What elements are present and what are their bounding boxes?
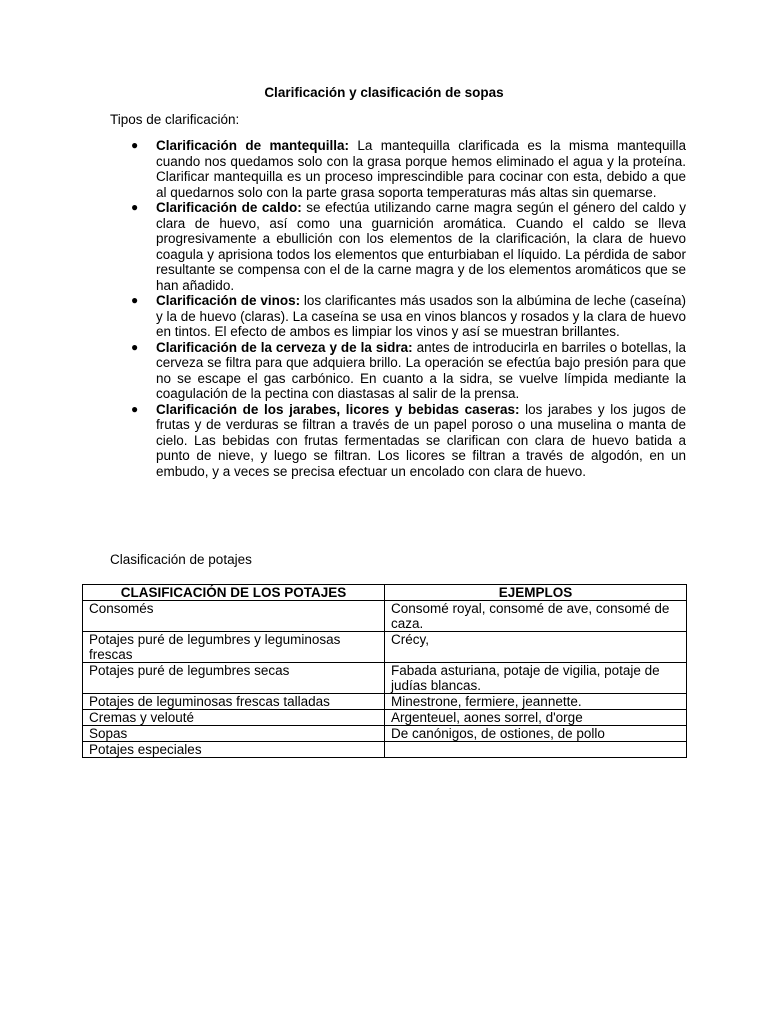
table-row: [83, 710, 687, 726]
table-cell-examples: De canónigos, de ostiones, de pollo: [385, 726, 687, 742]
table-cell-classification: Consomés: [83, 601, 385, 632]
list-item-text: antes de introducirla en barriles o botellas, la cerveza se filtra para que adquiera brillo. La operación se efectúa bajo presión para que no se escape el gas carbónico. En cuanto a la sidra, se vuelve límpida mediante la coagulación de la pectina con diastasas al salir de la prensa.: [156, 339, 686, 401]
table-row: [83, 742, 687, 758]
table-cell-examples: Crécy,: [385, 632, 687, 663]
list-item: [130, 340, 686, 402]
table-cell-examples: Minestrone, fermiere, jeannette.: [385, 694, 687, 710]
section-heading-clarification: Tipos de clarificación:: [110, 112, 240, 127]
table-cell-examples: Consomé royal, consomé de ave, consomé de caza.: [385, 601, 687, 632]
table-cell-classification: Potajes de leguminosas frescas talladas: [83, 694, 385, 710]
list-item-term: Clarificación de vinos:: [156, 293, 301, 308]
list-item-text: La mantequilla clarificada es la misma mantequilla cuando nos quedamos solo con la grasa porque hemos eliminado el agua y la proteína. Clarificar mantequilla es un proceso imprescindible para cocinar con esta, debido a que al quedarnos solo con la parte grasa soporta temperaturas más altas sin quemarse.: [156, 138, 686, 200]
list-item-text: los clarificantes más usados son la albúmina de leche (caseína) y la de huevo (claras). La caseína se usa en vinos blancos y rosados y la clara de huevo en tintos. El efecto de ambos es limpiar los vinos y así se muestran brillantes.: [156, 293, 687, 339]
page-title: Clarificación y clasificación de sopas: [264, 85, 504, 100]
column-header-classification: CLASIFICACIÓN DE LOS POTAJES: [83, 585, 385, 601]
section-heading-potajes: Clasificación de potajes: [110, 552, 252, 567]
table-row: [83, 726, 687, 742]
table-cell-examples: [385, 742, 687, 758]
bullet-icon: ●: [131, 339, 139, 354]
table-row: [83, 663, 687, 694]
list-item: [130, 293, 686, 340]
list-item-term: Clarificación de los jarabes, licores y bebidas caseras:: [156, 401, 520, 417]
bullet-icon: ●: [131, 293, 139, 307]
list-item-text: se efectúa utilizando carne magra según el género del caldo y clara de huevo, así como una guarnición aromática. Cuando el caldo se lleva progresivamente a ebullición con los elementos de la clarificación, la clara de huevo coagula y aprisiona todos los elementos que enturbiaban el líquido. La pérdida de sabor resultante se compensa con el de la carne magra y de los elementos aromáticos que se han añadido.: [156, 200, 686, 293]
table-row: [83, 632, 687, 663]
column-header-examples: EJEMPLOS: [385, 585, 687, 601]
table-cell-classification: Sopas: [83, 726, 385, 742]
table-cell-classification: Potajes puré de legumbres y leguminosas frescas: [83, 632, 385, 663]
list-item-term: Clarificación de la cerveza y de la sidra:: [156, 339, 413, 355]
clarification-list: [130, 138, 686, 479]
table-cell-classification: Potajes especiales: [83, 742, 385, 758]
list-item: [130, 402, 686, 480]
table-cell-examples: Fabada asturiana, potaje de vigilia, potaje de judías blancas.: [385, 663, 687, 694]
table-row: [83, 694, 687, 710]
bullet-icon: ●: [131, 401, 139, 416]
list-item-text: los jarabes y los jugos de frutas y de verduras se filtran a través de un papel poroso o una muselina o manta de cielo. Las bebidas con frutas fermentadas se clarifican con clara de huevo batida a punto de nieve, y luego se filtran. Los licores se filtran a través de algodón, en un embudo, y a veces se precisa efectuar un encolado con clara de huevo.: [156, 401, 687, 479]
bullet-icon: ●: [131, 200, 139, 214]
list-item-term: Clarificación de caldo:: [156, 200, 302, 215]
bullet-icon: ●: [131, 138, 139, 152]
table-cell-classification: Cremas y velouté: [83, 710, 385, 726]
table-cell-classification: Potajes puré de legumbres secas: [83, 663, 385, 694]
list-item: [130, 200, 686, 293]
potajes-table: [82, 584, 687, 758]
table-cell-examples: Argenteuel, aones sorrel, d'orge: [385, 710, 687, 726]
list-item-term: Clarificación de mantequilla:: [156, 138, 350, 153]
table-header-row: [83, 585, 687, 601]
table-row: [83, 601, 687, 632]
list-item: [130, 138, 686, 200]
